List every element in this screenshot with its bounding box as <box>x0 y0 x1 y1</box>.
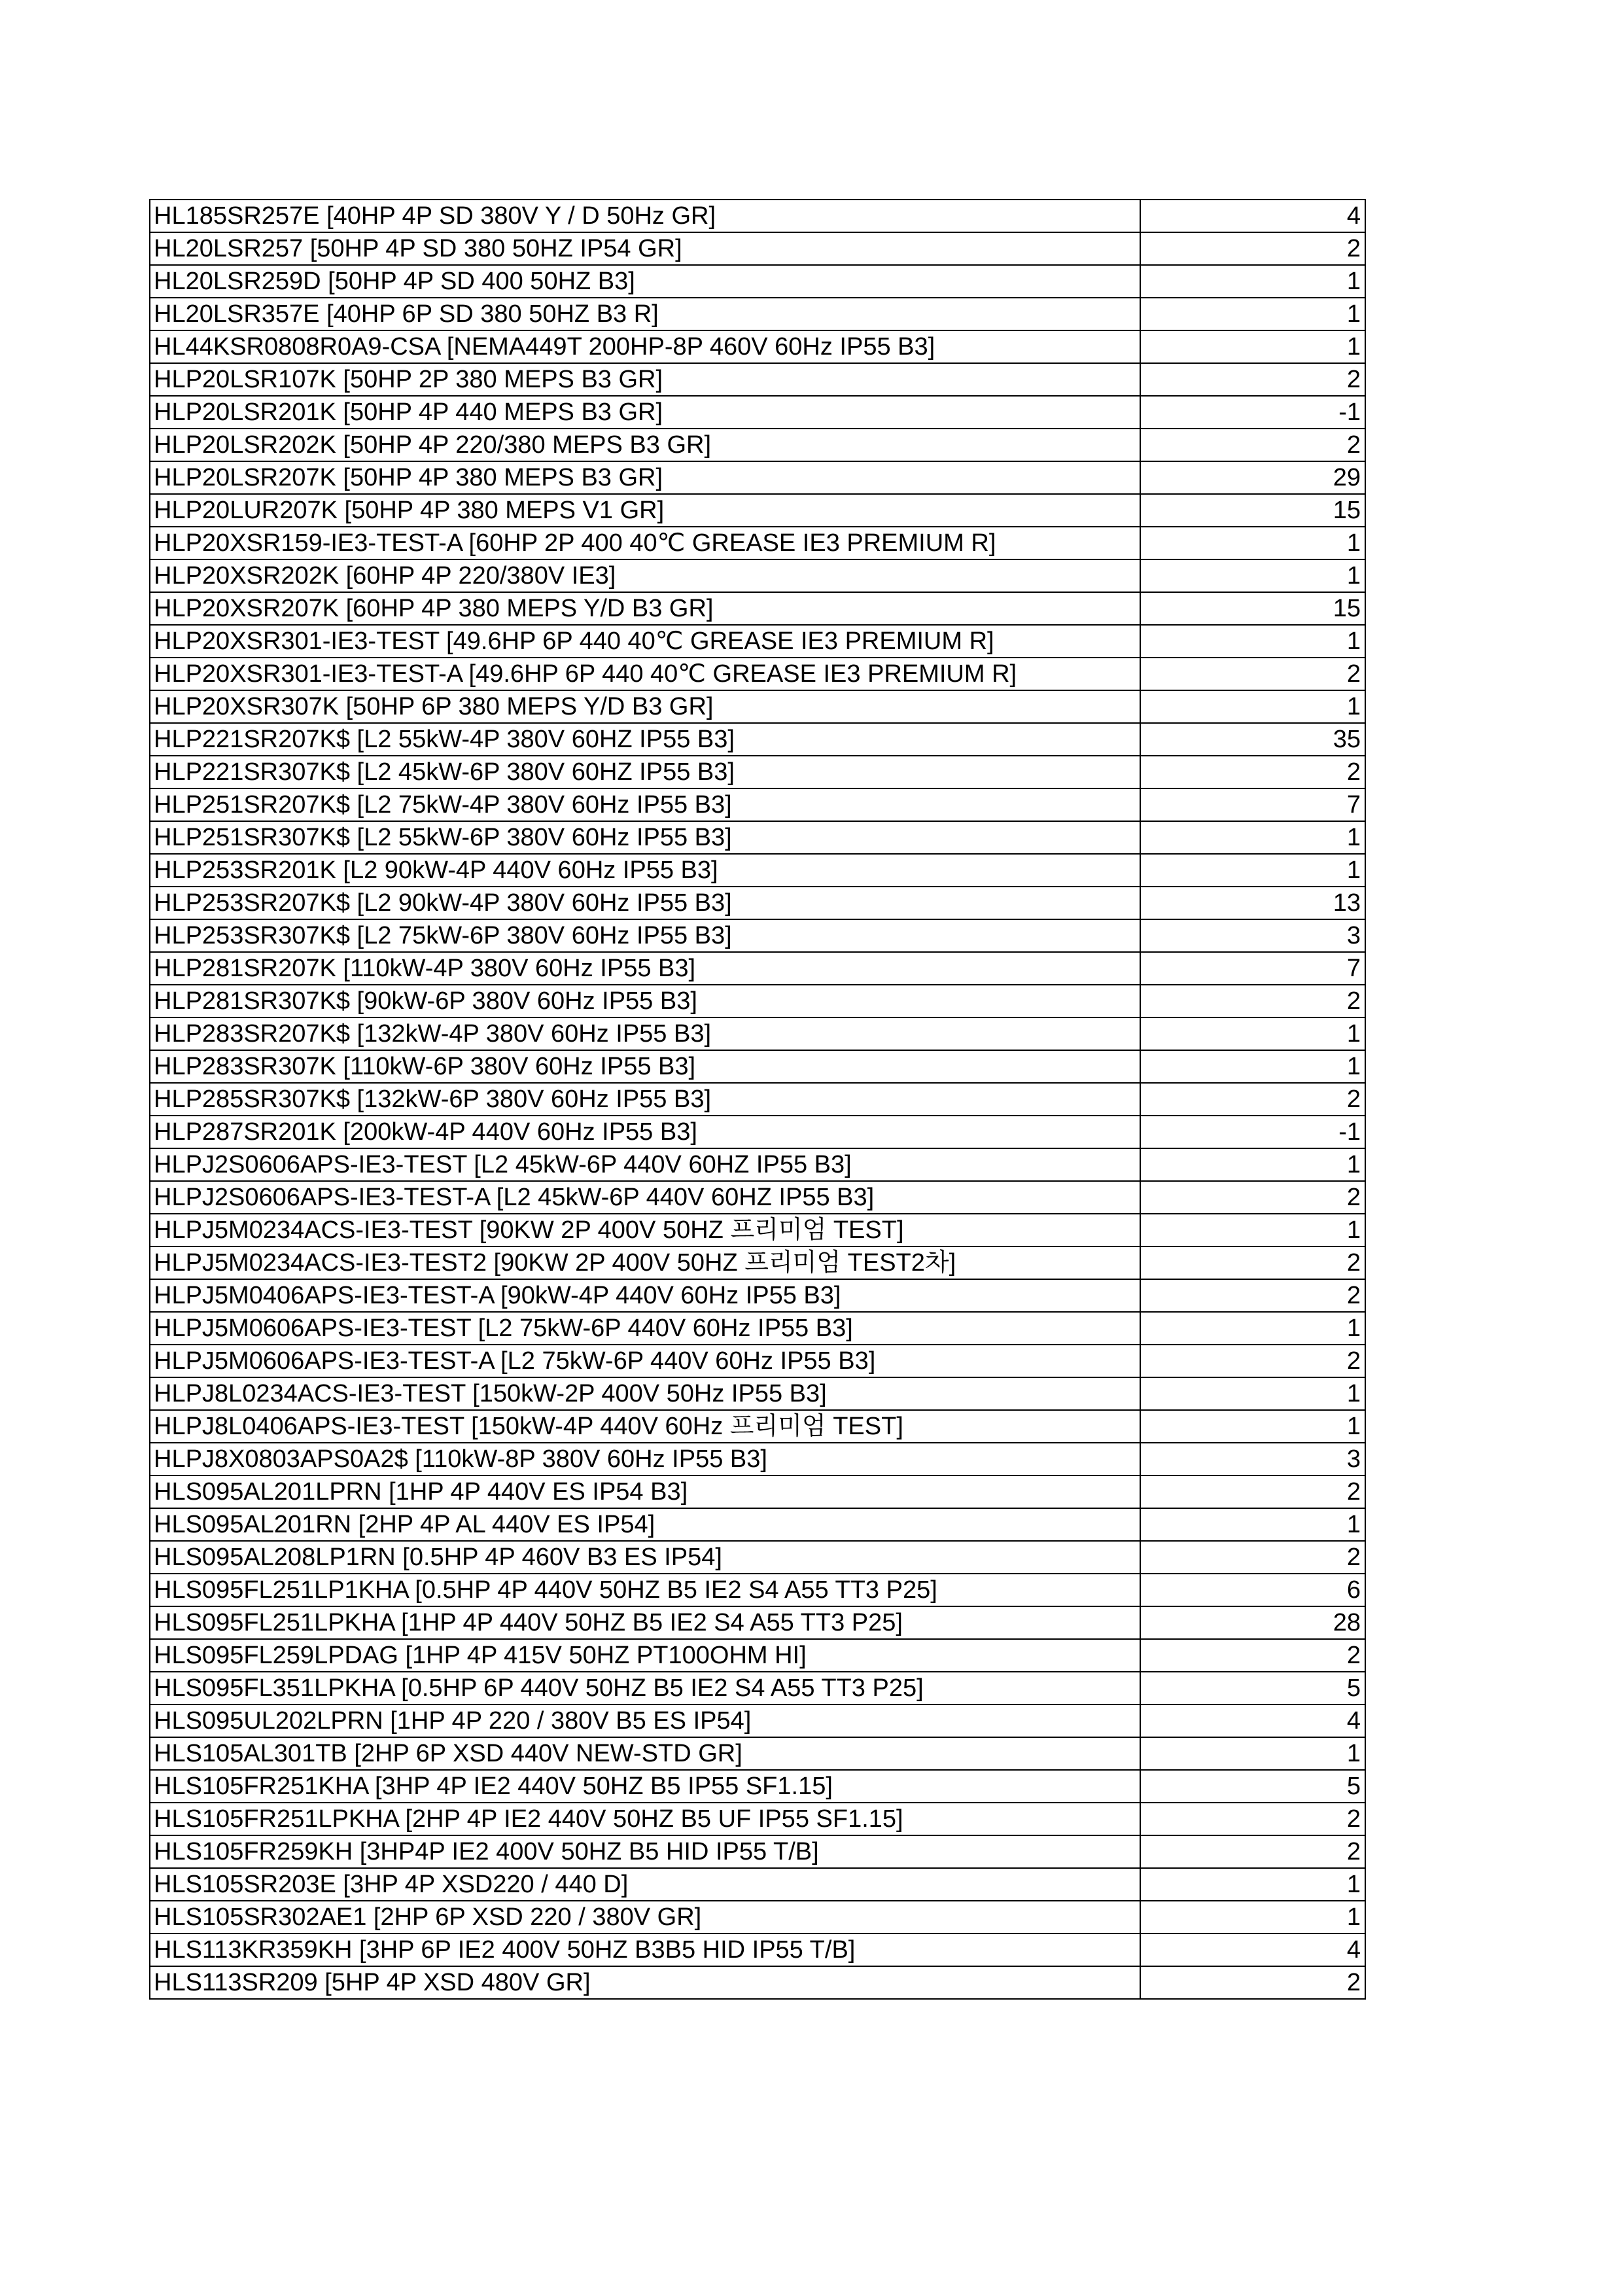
item-description-cell: HLPJ8X0803APS0A2$ [110kW-8P 380V 60Hz IP55 B3] <box>150 1443 1140 1475</box>
item-description-cell: HLS095FL251LPKHA [1HP 4P 440V 50HZ B5 IE2 S4 A55 TT3 P25] <box>150 1606 1140 1639</box>
item-quantity-cell: 3 <box>1140 919 1365 952</box>
item-quantity-cell: 1 <box>1140 1737 1365 1770</box>
item-description-cell: HLS113KR359KH [3HP 6P IE2 400V 50HZ B3B5 HID IP55 T/B] <box>150 1934 1140 1966</box>
table-row <box>150 559 1365 592</box>
table-row <box>150 690 1365 723</box>
table-row <box>150 1737 1365 1770</box>
item-quantity-cell: 2 <box>1140 985 1365 1017</box>
item-description-cell: HLS105FR251LPKHA [2HP 4P IE2 440V 50HZ B5 UF IP55 SF1.15] <box>150 1803 1140 1835</box>
item-quantity-cell: 5 <box>1140 1672 1365 1704</box>
item-quantity-cell: 1 <box>1140 1508 1365 1541</box>
item-quantity-cell: 2 <box>1140 1246 1365 1279</box>
item-quantity-cell: 29 <box>1140 461 1365 494</box>
item-description-cell: HL44KSR0808R0A9-CSA [NEMA449T 200HP-8P 460V 60Hz IP55 B3] <box>150 330 1140 363</box>
table-row <box>150 363 1365 396</box>
item-quantity-cell: 1 <box>1140 298 1365 330</box>
table-row <box>150 1116 1365 1148</box>
item-quantity-cell: 1 <box>1140 1017 1365 1050</box>
item-quantity-cell: 2 <box>1140 1475 1365 1508</box>
item-description-cell: HLPJ5M0234ACS-IE3-TEST2 [90KW 2P 400V 50HZ 프리미엄 TEST2차] <box>150 1246 1140 1279</box>
table-row <box>150 1475 1365 1508</box>
item-description-cell: HLP20LSR201K [50HP 4P 440 MEPS B3 GR] <box>150 396 1140 429</box>
item-quantity-cell: -1 <box>1140 396 1365 429</box>
item-quantity-cell: 7 <box>1140 788 1365 821</box>
item-description-cell: HLS095FL351LPKHA [0.5HP 6P 440V 50HZ B5 IE2 S4 A55 TT3 P25] <box>150 1672 1140 1704</box>
table-row <box>150 232 1365 265</box>
item-description-cell: HLP285SR307K$ [132kW-6P 380V 60Hz IP55 B3] <box>150 1083 1140 1116</box>
item-description-cell: HLP253SR307K$ [L2 75kW-6P 380V 60Hz IP55 B3] <box>150 919 1140 952</box>
table-row <box>150 1672 1365 1704</box>
item-description-cell: HLS095FL259LPDAG [1HP 4P 415V 50HZ PT100OHM HI] <box>150 1639 1140 1672</box>
table-row <box>150 1901 1365 1934</box>
item-description-cell: HLP287SR201K [200kW-4P 440V 60Hz IP55 B3] <box>150 1116 1140 1148</box>
table-row <box>150 527 1365 559</box>
item-description-cell: HLP253SR201K [L2 90kW-4P 440V 60Hz IP55 B3] <box>150 854 1140 887</box>
table-row <box>150 1377 1365 1410</box>
item-quantity-cell: 1 <box>1140 1410 1365 1443</box>
table-row <box>150 1966 1365 1999</box>
item-description-cell: HLP20XSR207K [60HP 4P 380 MEPS Y/D B3 GR] <box>150 592 1140 625</box>
item-quantity-cell: 7 <box>1140 952 1365 985</box>
item-description-cell: HLP20LSR107K [50HP 2P 380 MEPS B3 GR] <box>150 363 1140 396</box>
table-row <box>150 1312 1365 1345</box>
item-description-cell: HLP20LSR207K [50HP 4P 380 MEPS B3 GR] <box>150 461 1140 494</box>
table-row <box>150 658 1365 690</box>
item-description-cell: HLP281SR307K$ [90kW-6P 380V 60Hz IP55 B3] <box>150 985 1140 1017</box>
item-description-cell: HLP251SR307K$ [L2 55kW-6P 380V 60Hz IP55 B3] <box>150 821 1140 854</box>
table-row <box>150 1148 1365 1181</box>
table-row <box>150 1279 1365 1312</box>
item-description-cell: HLPJ5M0606APS-IE3-TEST-A [L2 75kW-6P 440V 60Hz IP55 B3] <box>150 1345 1140 1377</box>
item-quantity-cell: 1 <box>1140 690 1365 723</box>
table-row <box>150 1770 1365 1803</box>
table-row <box>150 919 1365 952</box>
item-quantity-cell: 2 <box>1140 1279 1365 1312</box>
table-row <box>150 1934 1365 1966</box>
item-description-cell: HLP20XSR301-IE3-TEST-A [49.6HP 6P 440 40℃ GREASE IE3 PREMIUM R] <box>150 658 1140 690</box>
table-row <box>150 625 1365 658</box>
item-quantity-cell: 3 <box>1140 1443 1365 1475</box>
item-quantity-cell: 1 <box>1140 1214 1365 1246</box>
item-description-cell: HLP251SR207K$ [L2 75kW-4P 380V 60Hz IP55 B3] <box>150 788 1140 821</box>
item-description-cell: HLPJ8L0406APS-IE3-TEST [150kW-4P 440V 60Hz 프리미엄 TEST] <box>150 1410 1140 1443</box>
table-row <box>150 1050 1365 1083</box>
item-quantity-cell: 2 <box>1140 1835 1365 1868</box>
item-description-cell: HLPJ5M0234ACS-IE3-TEST [90KW 2P 400V 50HZ 프리미엄 TEST] <box>150 1214 1140 1246</box>
item-description-cell: HLP20XSR301-IE3-TEST [49.6HP 6P 440 40℃ GREASE IE3 PREMIUM R] <box>150 625 1140 658</box>
table-row <box>150 330 1365 363</box>
item-description-cell: HLPJ2S0606APS-IE3-TEST [L2 45kW-6P 440V 60HZ IP55 B3] <box>150 1148 1140 1181</box>
item-description-cell: HLS095UL202LPRN [1HP 4P 220 / 380V B5 ES IP54] <box>150 1704 1140 1737</box>
item-description-cell: HLS095AL201LPRN [1HP 4P 440V ES IP54 B3] <box>150 1475 1140 1508</box>
table-row <box>150 1345 1365 1377</box>
table-row <box>150 1704 1365 1737</box>
item-description-cell: HL20LSR357E [40HP 6P SD 380 50HZ B3 R] <box>150 298 1140 330</box>
item-description-cell: HLP20LUR207K [50HP 4P 380 MEPS V1 GR] <box>150 494 1140 527</box>
table-row <box>150 265 1365 298</box>
item-description-cell: HLP20XSR202K [60HP 4P 220/380V IE3] <box>150 559 1140 592</box>
table-row <box>150 952 1365 985</box>
item-description-cell: HLP20XSR159-IE3-TEST-A [60HP 2P 400 40℃ GREASE IE3 PREMIUM R] <box>150 527 1140 559</box>
item-quantity-cell: 2 <box>1140 1345 1365 1377</box>
inventory-table <box>149 199 1366 2000</box>
item-description-cell: HLS105FR251KHA [3HP 4P IE2 440V 50HZ B5 IP55 SF1.15] <box>150 1770 1140 1803</box>
table-row <box>150 396 1365 429</box>
item-quantity-cell: 1 <box>1140 1901 1365 1934</box>
item-description-cell: HLS105AL301TB [2HP 6P XSD 440V NEW-STD GR] <box>150 1737 1140 1770</box>
item-quantity-cell: 2 <box>1140 756 1365 788</box>
table-row <box>150 1835 1365 1868</box>
item-description-cell: HLP20LSR202K [50HP 4P 220/380 MEPS B3 GR] <box>150 429 1140 461</box>
item-quantity-cell: 5 <box>1140 1770 1365 1803</box>
item-quantity-cell: 1 <box>1140 1050 1365 1083</box>
table-row <box>150 985 1365 1017</box>
item-description-cell: HLS105SR302AE1 [2HP 6P XSD 220 / 380V GR] <box>150 1901 1140 1934</box>
table-row <box>150 1541 1365 1574</box>
item-quantity-cell: 13 <box>1140 887 1365 919</box>
item-quantity-cell: 2 <box>1140 429 1365 461</box>
item-quantity-cell: 2 <box>1140 1083 1365 1116</box>
item-description-cell: HL20LSR257 [50HP 4P SD 380 50HZ IP54 GR] <box>150 232 1140 265</box>
table-row <box>150 1803 1365 1835</box>
item-quantity-cell: 35 <box>1140 723 1365 756</box>
item-description-cell: HL20LSR259D [50HP 4P SD 400 50HZ B3] <box>150 265 1140 298</box>
item-quantity-cell: 1 <box>1140 1312 1365 1345</box>
table-row <box>150 1443 1365 1475</box>
item-description-cell: HLS095FL251LP1KHA [0.5HP 4P 440V 50HZ B5 IE2 S4 A55 TT3 P25] <box>150 1574 1140 1606</box>
inventory-sheet <box>149 199 1365 2000</box>
inventory-rows <box>150 200 1365 1999</box>
item-quantity-cell: 2 <box>1140 1181 1365 1214</box>
item-description-cell: HLS095AL201RN [2HP 4P AL 440V ES IP54] <box>150 1508 1140 1541</box>
table-row <box>150 1246 1365 1279</box>
table-row <box>150 298 1365 330</box>
table-row <box>150 1508 1365 1541</box>
item-quantity-cell: 15 <box>1140 494 1365 527</box>
item-quantity-cell: 1 <box>1140 854 1365 887</box>
table-row <box>150 788 1365 821</box>
item-description-cell: HLS113SR209 [5HP 4P XSD 480V GR] <box>150 1966 1140 1999</box>
table-row <box>150 200 1365 232</box>
table-row <box>150 1017 1365 1050</box>
item-description-cell: HLS105SR203E [3HP 4P XSD220 / 440 D] <box>150 1868 1140 1901</box>
table-row <box>150 592 1365 625</box>
table-row <box>150 821 1365 854</box>
item-quantity-cell: 1 <box>1140 1868 1365 1901</box>
item-description-cell: HLS095AL208LP1RN [0.5HP 4P 460V B3 ES IP54] <box>150 1541 1140 1574</box>
item-quantity-cell: 2 <box>1140 1803 1365 1835</box>
item-description-cell: HLS105FR259KH [3HP4P IE2 400V 50HZ B5 HID IP55 T/B] <box>150 1835 1140 1868</box>
table-row <box>150 887 1365 919</box>
table-row <box>150 1574 1365 1606</box>
table-row <box>150 1214 1365 1246</box>
item-description-cell: HLP221SR207K$ [L2 55kW-4P 380V 60HZ IP55 B3] <box>150 723 1140 756</box>
table-row <box>150 723 1365 756</box>
table-row <box>150 1181 1365 1214</box>
item-description-cell: HLPJ5M0606APS-IE3-TEST [L2 75kW-6P 440V 60Hz IP55 B3] <box>150 1312 1140 1345</box>
item-description-cell: HLP253SR207K$ [L2 90kW-4P 380V 60Hz IP55 B3] <box>150 887 1140 919</box>
item-quantity-cell: 4 <box>1140 1704 1365 1737</box>
table-row <box>150 1606 1365 1639</box>
item-quantity-cell: 2 <box>1140 1639 1365 1672</box>
item-description-cell: HLP221SR307K$ [L2 45kW-6P 380V 60HZ IP55 B3] <box>150 756 1140 788</box>
table-row <box>150 1410 1365 1443</box>
item-quantity-cell: 1 <box>1140 821 1365 854</box>
item-description-cell: HLPJ5M0406APS-IE3-TEST-A [90kW-4P 440V 60Hz IP55 B3] <box>150 1279 1140 1312</box>
item-description-cell: HLP281SR207K [110kW-4P 380V 60Hz IP55 B3] <box>150 952 1140 985</box>
item-quantity-cell: 2 <box>1140 1966 1365 1999</box>
item-quantity-cell: 1 <box>1140 1377 1365 1410</box>
item-quantity-cell: 6 <box>1140 1574 1365 1606</box>
item-quantity-cell: 2 <box>1140 658 1365 690</box>
item-quantity-cell: 1 <box>1140 330 1365 363</box>
item-description-cell: HLP283SR307K [110kW-6P 380V 60Hz IP55 B3] <box>150 1050 1140 1083</box>
item-quantity-cell: 2 <box>1140 232 1365 265</box>
item-quantity-cell: 1 <box>1140 625 1365 658</box>
item-quantity-cell: 4 <box>1140 1934 1365 1966</box>
item-quantity-cell: 1 <box>1140 265 1365 298</box>
item-quantity-cell: 15 <box>1140 592 1365 625</box>
table-row <box>150 429 1365 461</box>
item-description-cell: HLP20XSR307K [50HP 6P 380 MEPS Y/D B3 GR] <box>150 690 1140 723</box>
item-description-cell: HL185SR257E [40HP 4P SD 380V Y / D 50Hz GR] <box>150 200 1140 232</box>
item-description-cell: HLPJ2S0606APS-IE3-TEST-A [L2 45kW-6P 440V 60HZ IP55 B3] <box>150 1181 1140 1214</box>
table-row <box>150 854 1365 887</box>
table-row <box>150 461 1365 494</box>
item-description-cell: HLP283SR207K$ [132kW-4P 380V 60Hz IP55 B3] <box>150 1017 1140 1050</box>
item-quantity-cell: 28 <box>1140 1606 1365 1639</box>
item-quantity-cell: 2 <box>1140 363 1365 396</box>
item-quantity-cell: -1 <box>1140 1116 1365 1148</box>
item-description-cell: HLPJ8L0234ACS-IE3-TEST [150kW-2P 400V 50Hz IP55 B3] <box>150 1377 1140 1410</box>
table-row <box>150 1868 1365 1901</box>
item-quantity-cell: 2 <box>1140 1541 1365 1574</box>
item-quantity-cell: 1 <box>1140 1148 1365 1181</box>
item-quantity-cell: 1 <box>1140 527 1365 559</box>
item-quantity-cell: 1 <box>1140 559 1365 592</box>
table-row <box>150 1083 1365 1116</box>
table-row <box>150 1639 1365 1672</box>
table-row <box>150 494 1365 527</box>
item-quantity-cell: 4 <box>1140 200 1365 232</box>
table-row <box>150 756 1365 788</box>
